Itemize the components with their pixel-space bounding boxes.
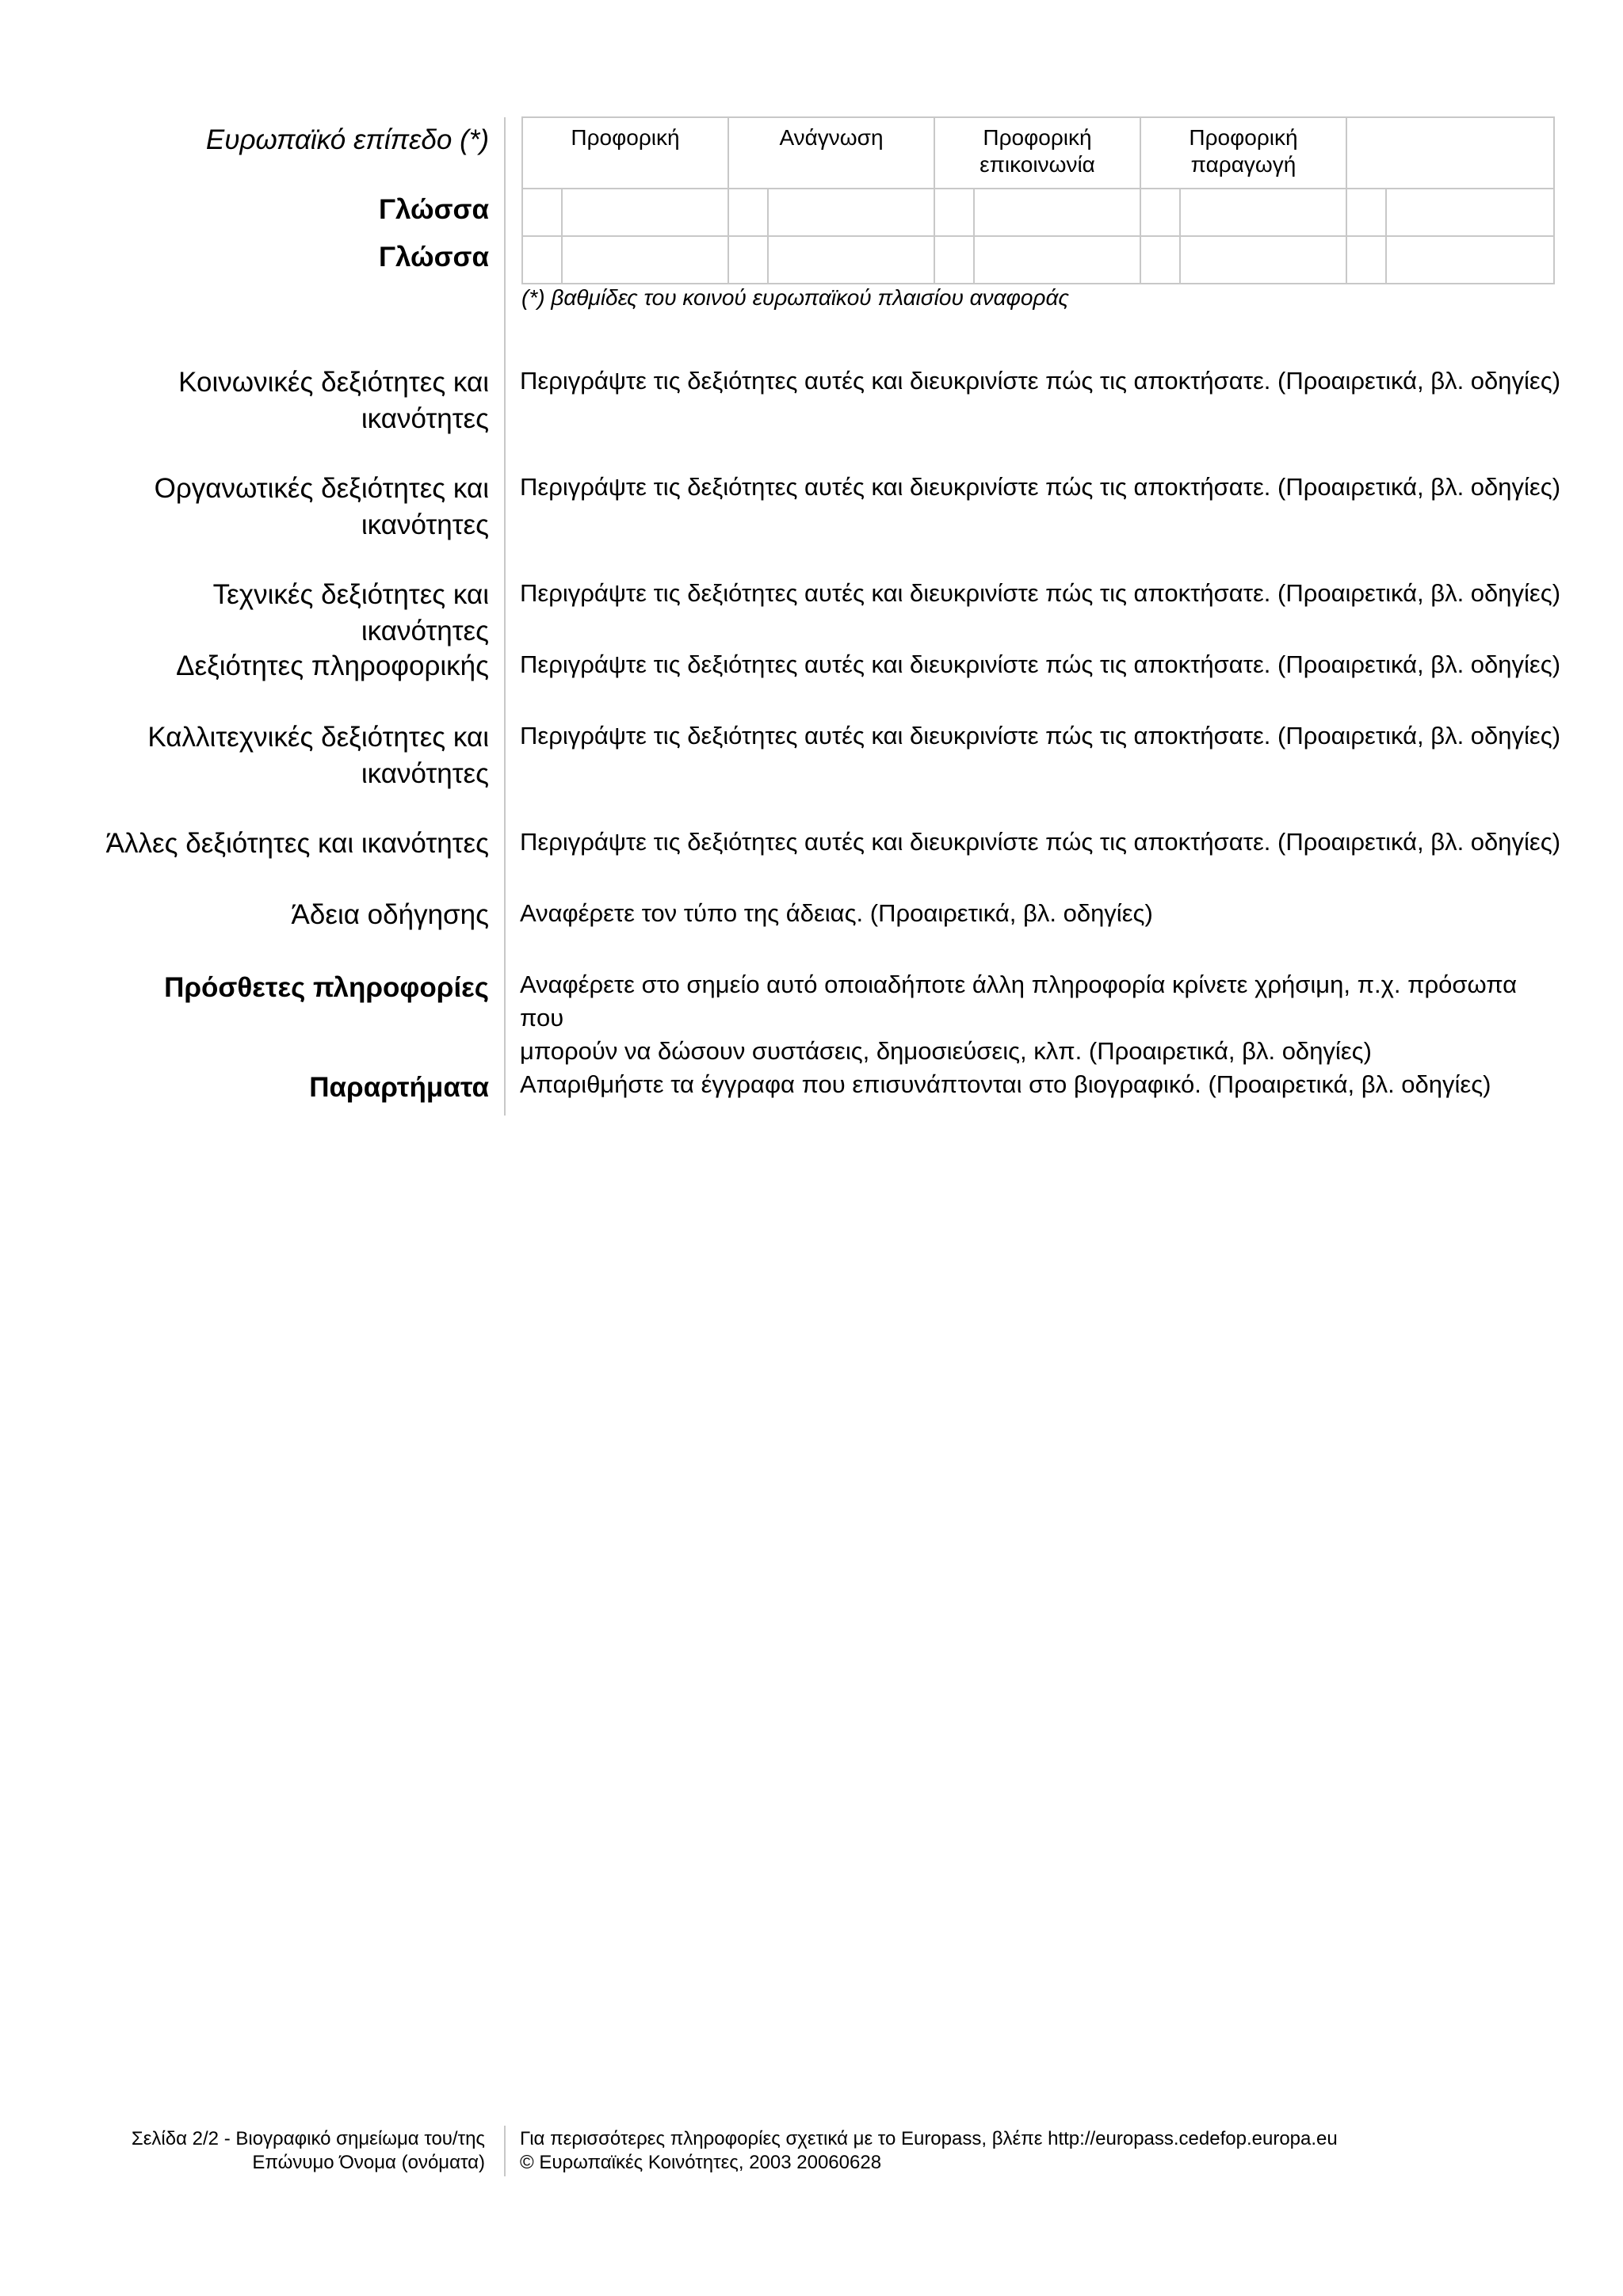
header-empty [1346, 117, 1554, 189]
computer-skills-text: Περιγράψτε τις δεξιότητες αυτές και διευκρινίστε πώς τις αποκτήσατε. (Προαιρετικά, βλ. οδηγίες) [520, 650, 1561, 678]
level-cell[interactable] [728, 189, 768, 236]
level-description-cell[interactable] [1386, 236, 1554, 284]
level-cell[interactable] [1346, 236, 1386, 284]
level-cell[interactable] [934, 189, 974, 236]
header-spoken-production: Προφορική παραγωγή [1140, 117, 1346, 189]
level-description-cell[interactable] [562, 189, 728, 236]
artistic-skills-text: Περιγράψτε τις δεξιότητες αυτές και διευκρινίστε πώς τις αποκτήσατε. (Προαιρετικά, βλ. οδηγίες) [520, 722, 1561, 749]
driving-licence-text: Αναφέρετε τον τύπο της άδειας. (Προαιρετικά, βλ. οδηγίες) [520, 899, 1153, 927]
annexes-label: Παραρτήματα [309, 1072, 489, 1103]
level-description-cell[interactable] [1180, 189, 1346, 236]
table-header-row [522, 117, 1554, 189]
technical-skills-text: Περιγράψτε τις δεξιότητες αυτές και διευκρινίστε πώς τις αποκτήσατε. (Προαιρετικά, βλ. οδηγίες) [520, 579, 1561, 607]
computer-skills-label: Δεξιότητες πληροφορικής [176, 650, 489, 681]
table-row [522, 189, 1554, 236]
header-spoken-interaction: Προφορική επικοινωνία [934, 117, 1140, 189]
other-skills-label: Άλλες δεξιότητες και ικανότητες [105, 828, 489, 859]
level-description-cell[interactable] [1180, 236, 1346, 284]
footer-divider [504, 2126, 506, 2176]
level-description-cell[interactable] [768, 236, 934, 284]
language-label-1: Γλώσσα [378, 194, 489, 225]
level-cell[interactable] [934, 236, 974, 284]
social-skills-text: Περιγράψτε τις δεξιότητες αυτές και διευκρινίστε πώς τις αποκτήσατε. (Προαιρετικά, βλ. οδηγίες) [520, 367, 1561, 395]
additional-info-text: Αναφέρετε στο σημείο αυτό οποιαδήποτε άλλη πληροφορία κρίνετε χρήσιμη, π.χ. πρόσωπα που μπορούν να δώσουν συστάσεις, δημοσιεύσεις, κλπ. (Προαιρετικά, βλ. οδηγίες) [520, 971, 1518, 1065]
footer-page-info: Σελίδα 2/2 - Βιογραφικό σημείωμα του/της Επώνυμο Όνομα (ονόματα) [131, 2128, 485, 2173]
annexes-text: Απαριθμήστε τα έγγραφα που επισυνάπτονται στο βιογραφικό. (Προαιρετικά, βλ. οδηγίες) [520, 1070, 1491, 1098]
additional-info-label: Πρόσθετες πληροφορίες [164, 972, 489, 1003]
level-cell[interactable] [522, 189, 562, 236]
column-divider [504, 117, 506, 1116]
level-description-cell[interactable] [974, 189, 1140, 236]
table-row [522, 236, 1554, 284]
levels-footnote: (*) βαθμίδες του κοινού ευρωπαϊκού πλαισίου αναφοράς [521, 285, 1070, 310]
language-levels-table [521, 116, 1555, 284]
level-description-cell[interactable] [768, 189, 934, 236]
level-cell[interactable] [1140, 189, 1180, 236]
other-skills-text: Περιγράψτε τις δεξιότητες αυτές και διευκρινίστε πώς τις αποκτήσατε. (Προαιρετικά, βλ. οδηγίες) [520, 828, 1561, 856]
technical-skills-label: Τεχνικές δεξιότητες και ικανότητες [212, 579, 489, 646]
organisational-skills-text: Περιγράψτε τις δεξιότητες αυτές και διευκρινίστε πώς τις αποκτήσατε. (Προαιρετικά, βλ. οδηγίες) [520, 473, 1561, 501]
header-listening: Προφορική [522, 117, 728, 189]
level-cell[interactable] [1140, 236, 1180, 284]
organisational-skills-label: Οργανωτικές δεξιότητες και ικανότητες [154, 473, 489, 540]
driving-licence-label: Άδεια οδήγησης [291, 899, 489, 930]
level-cell[interactable] [728, 236, 768, 284]
level-cell[interactable] [522, 236, 562, 284]
level-description-cell[interactable] [562, 236, 728, 284]
european-level-label: Ευρωπαϊκό επίπεδο (*) [205, 124, 489, 155]
level-description-cell[interactable] [974, 236, 1140, 284]
header-reading: Ανάγνωση [728, 117, 934, 189]
social-skills-label: Κοινωνικές δεξιότητες και ικανότητες [178, 367, 489, 434]
level-cell[interactable] [1346, 189, 1386, 236]
level-description-cell[interactable] [1386, 189, 1554, 236]
language-label-2: Γλώσσα [378, 242, 489, 273]
artistic-skills-label: Καλλιτεχνικές δεξιότητες και ικανότητες [147, 722, 489, 789]
footer-europass-info: Για περισσότερες πληροφορίες σχετικά με το Europass, βλέπε http://europass.cedefop.europa.eu © Ευρωπαϊκές Κοινότητες, 2003 20060628 [520, 2128, 1338, 2173]
